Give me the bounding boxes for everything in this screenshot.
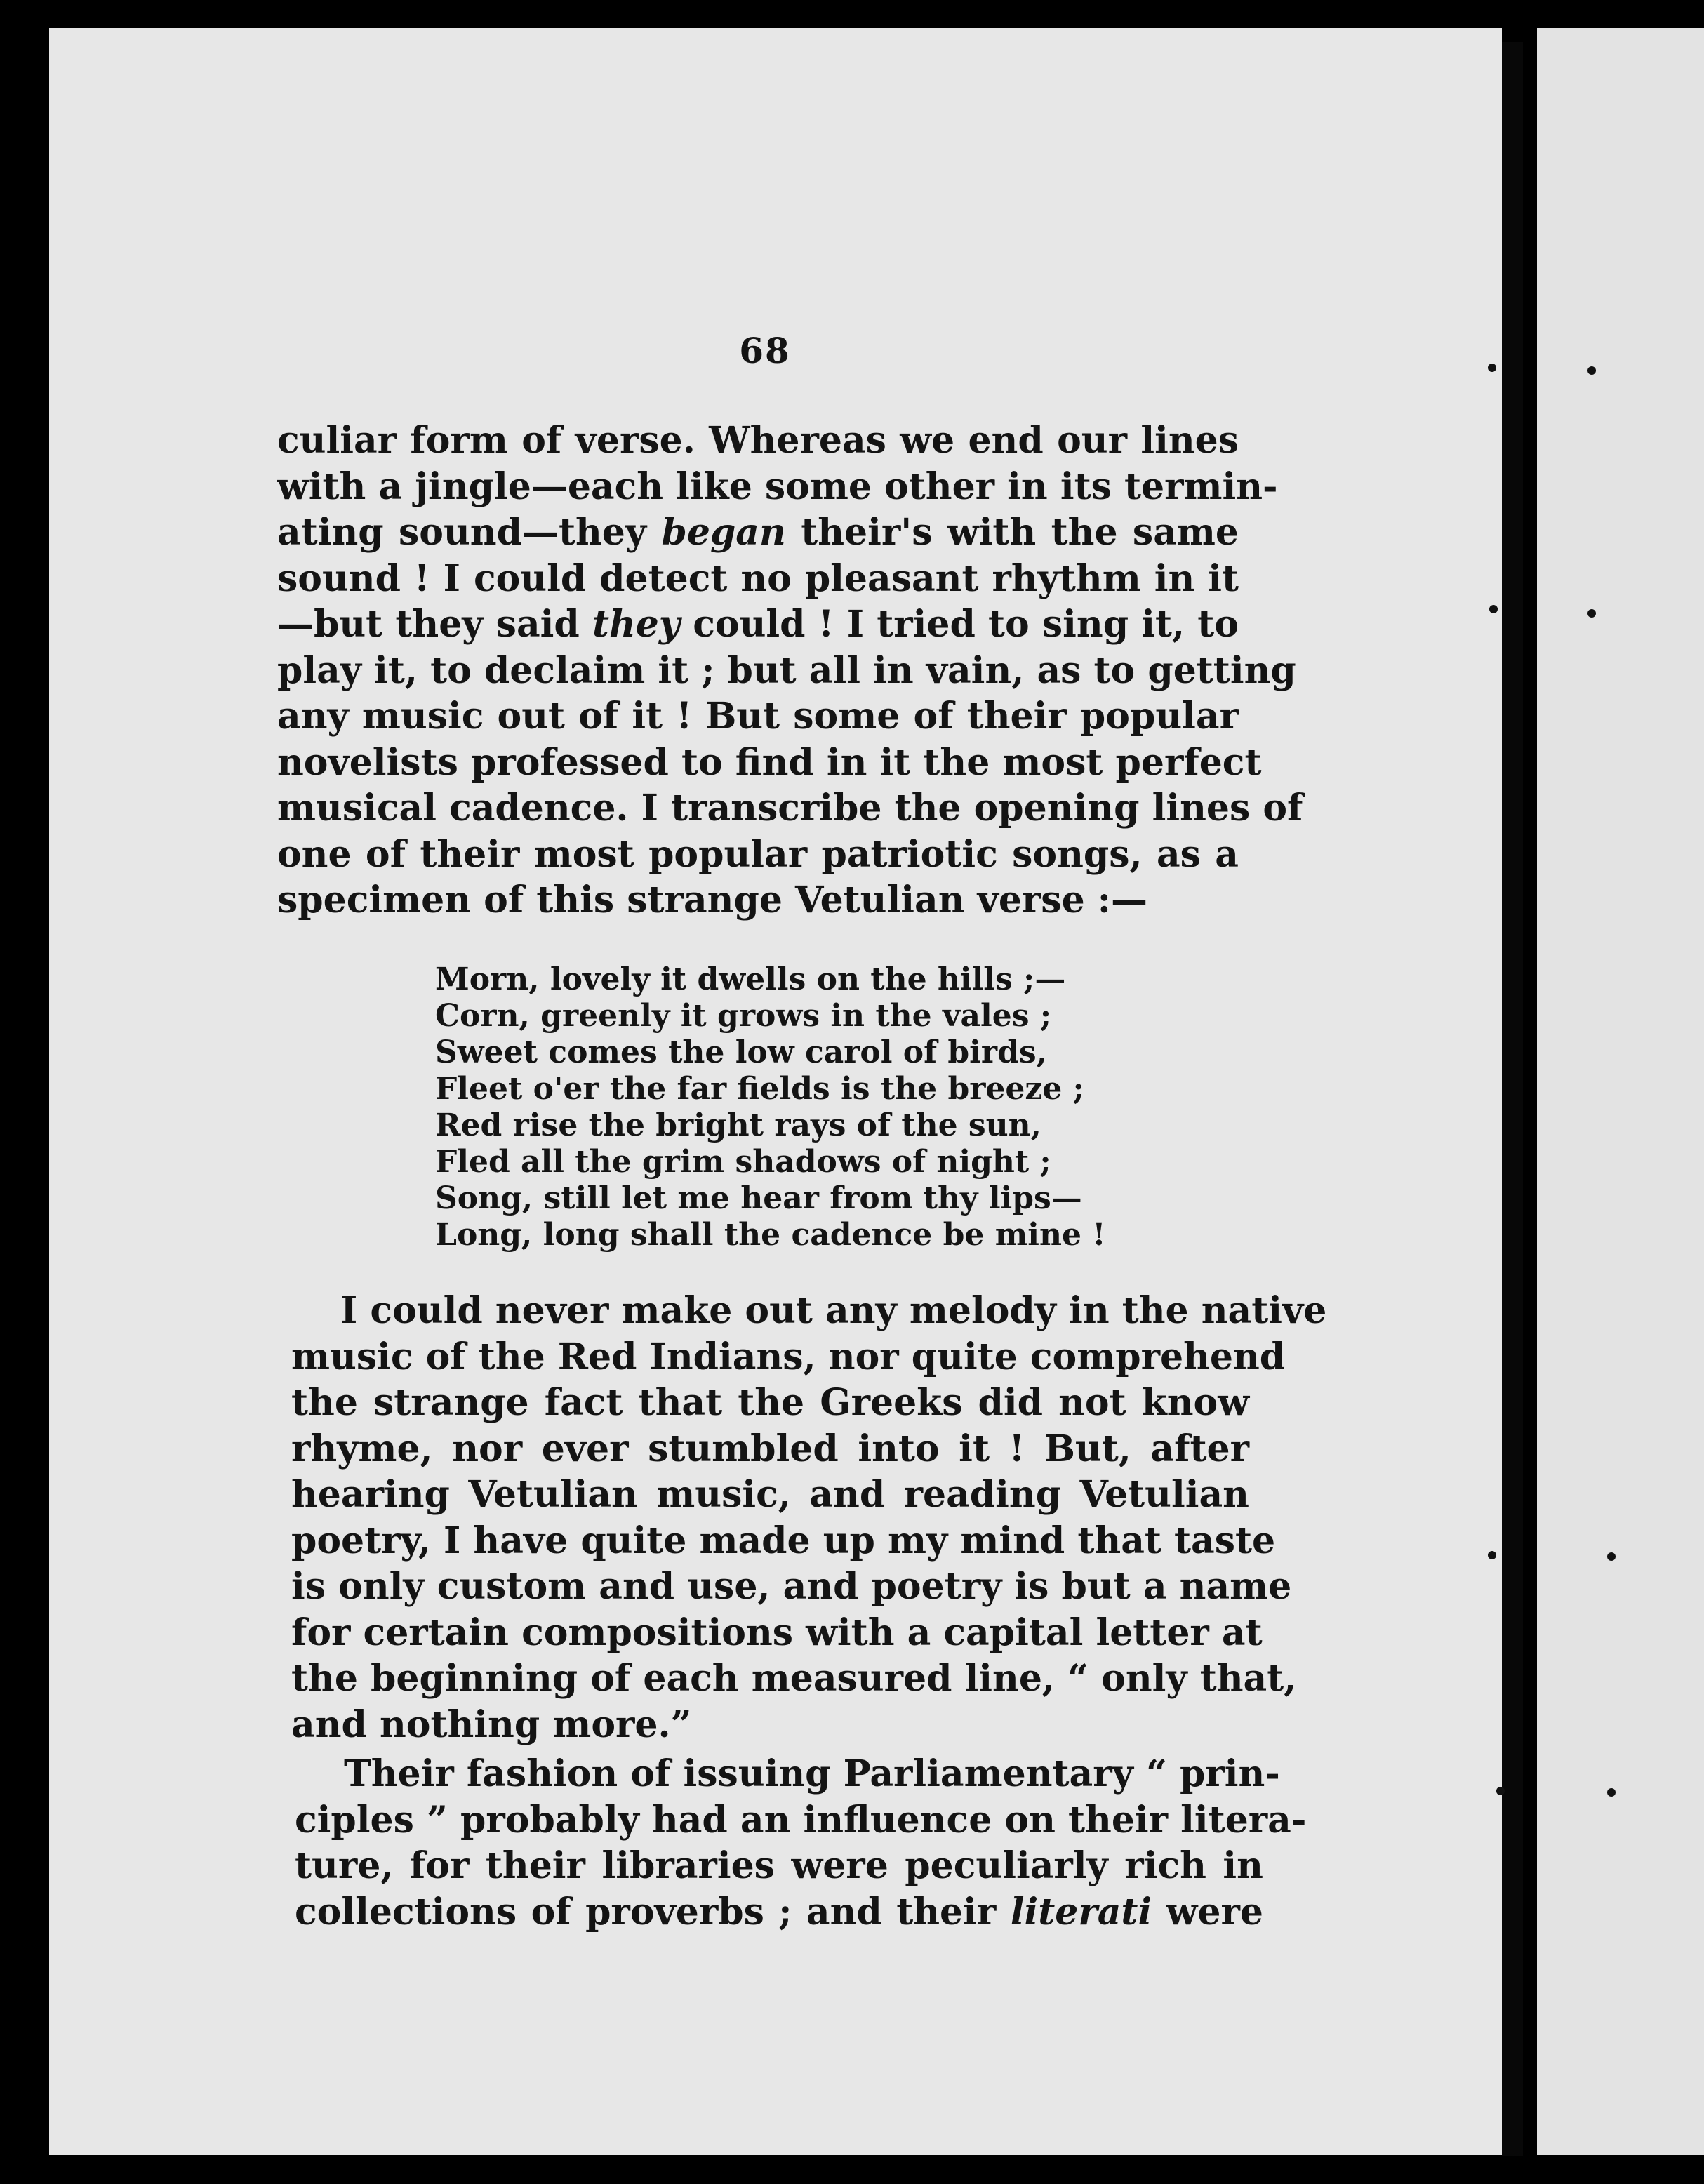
text-line: one of their most popular patriotic songs, as a — [277, 832, 1239, 876]
paragraph-1 — [277, 418, 1303, 924]
text-line: —but they said they could ! I tried to sing it, to — [277, 603, 1239, 646]
text-line: is only custom and use, and poetry is but a name — [291, 1565, 1292, 1608]
binding-hole-mark — [1488, 364, 1496, 372]
text-line: ating sound—they began their's with the same — [277, 511, 1239, 554]
binding-hole-mark — [1496, 1787, 1505, 1795]
text-line: Their fashion of issuing Parliamentary “ prin- — [344, 1752, 1280, 1795]
text-line: novelists professed to find in it the most perfect — [277, 740, 1262, 784]
binding-hole-mark — [1489, 605, 1498, 613]
text-line: I could never make out any melody in the native — [340, 1289, 1327, 1332]
verse-line: Fleet o'er the far fields is the breeze ; — [435, 1071, 1084, 1107]
text-line: ture, for their libraries were peculiarly rich in — [295, 1844, 1263, 1887]
text-line: and nothing more.” — [291, 1703, 692, 1746]
text-line: collections of proverbs ; and their literati were — [295, 1890, 1263, 1933]
verse-line: Fled all the grim shadows of night ; — [435, 1144, 1051, 1180]
text-line: poetry, I have quite made up my mind that taste — [291, 1519, 1276, 1562]
text-line: with a jingle—each like some other in its termin- — [277, 465, 1278, 508]
text-line: specimen of this strange Vetulian verse :— — [277, 879, 1147, 921]
paragraph-3 — [295, 1751, 1307, 1935]
verse-block — [435, 961, 1109, 1253]
verse-line: Red rise the bright rays of the sun, — [435, 1107, 1041, 1143]
text-line: rhyme, nor ever stumbled into it ! But, after — [291, 1427, 1249, 1470]
text-line: any music out of it ! But some of their popular — [277, 695, 1239, 738]
text-line: sound ! I could detect no pleasant rhythm in it — [277, 557, 1239, 600]
page-gutter-shadow — [1502, 42, 1523, 2156]
verse-line: Corn, greenly it grows in the vales ; — [435, 998, 1052, 1034]
verse-line: Long, long shall the cadence be mine ! — [435, 1217, 1106, 1253]
text-line: musical cadence. I transcribe the opening lines of — [277, 787, 1303, 830]
binding-hole-mark — [1587, 609, 1596, 618]
text-line: play it, to declaim it ; but all in vain, as to getting — [277, 648, 1296, 692]
text-line: the strange fact that the Greeks did not know — [291, 1381, 1249, 1424]
binding-hole-mark — [1607, 1552, 1616, 1561]
verse-line: Song, still let me hear from thy lips— — [435, 1180, 1082, 1216]
text-line: culiar form of verse. Whereas we end our lines — [277, 419, 1239, 462]
binding-hole-mark — [1488, 1551, 1496, 1559]
text-line: for certain compositions with a capital letter at — [291, 1611, 1263, 1654]
verse-line: Morn, lovely it dwells on the hills ;— — [435, 961, 1066, 997]
binding-hole-mark — [1607, 1788, 1616, 1797]
text-line: hearing Vetulian music, and reading Vetulian — [291, 1473, 1249, 1516]
text-line: music of the Red Indians, nor quite comprehend — [291, 1335, 1286, 1378]
text-line: the beginning of each measured line, “ only that, — [291, 1657, 1297, 1700]
paragraph-2 — [291, 1288, 1327, 1747]
binding-hole-mark — [1587, 366, 1596, 375]
verse-line: Sweet comes the low carol of birds, — [435, 1034, 1047, 1070]
facing-page-edge — [1537, 28, 1704, 2155]
page-number: 68 — [739, 330, 791, 371]
text-line: ciples ” probably had an influence on their litera- — [295, 1798, 1307, 1842]
